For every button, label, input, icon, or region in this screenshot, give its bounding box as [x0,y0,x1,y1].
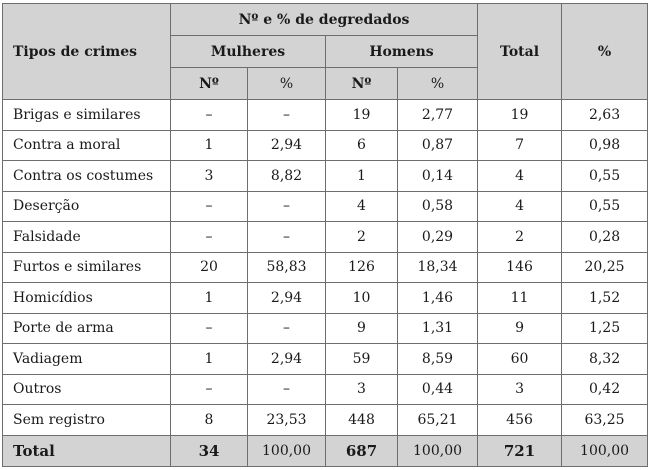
cell-total: 4 [478,191,562,222]
cell-total: 11 [478,283,562,314]
cell-tipo: Contra a moral [3,130,171,161]
totals-row [3,435,648,466]
cell-homens-n: 448 [326,405,398,436]
cell-tipo: Outros [3,374,171,405]
table-row [3,161,648,192]
cell-total: 9 [478,313,562,344]
cell-mulheres-n: – [171,191,248,222]
cell-mulheres-pct: – [248,222,326,253]
header-mulheres-pct: % [248,68,326,100]
cell-homens-n: 19 [326,100,398,131]
cell-percent: 0,42 [562,374,648,405]
cell-homens-pct: 1,31 [398,313,478,344]
table-row [3,344,648,375]
cell-mulheres-n: – [171,374,248,405]
cell-homens-pct: 2,77 [398,100,478,131]
cell-tipo: Homicídios [3,283,171,314]
cell-mulheres-pct: 23,53 [248,405,326,436]
cell-total: 3 [478,374,562,405]
cell-mulheres-pct: 8,82 [248,161,326,192]
cell-tipo: Deserção [3,191,171,222]
cell-homens-pct: 0,44 [398,374,478,405]
cell-mulheres-pct: – [248,374,326,405]
cell-homens-pct: 8,59 [398,344,478,375]
cell-homens-pct: 0,29 [398,222,478,253]
cell-total: 60 [478,344,562,375]
cell-homens-n: 2 [326,222,398,253]
cell-total: 4 [478,161,562,192]
table-row [3,283,648,314]
cell-homens-pct: 0,58 [398,191,478,222]
table-row [3,222,648,253]
header-mulheres-n: Nº [171,68,248,100]
cell-mulheres-pct: – [248,313,326,344]
header-percent: % [562,4,648,100]
cell-mulheres-n: 1 [171,344,248,375]
cell-percent: 0,55 [562,161,648,192]
cell-homens-n: 126 [326,252,398,283]
table-row [3,405,648,436]
cell-homens-n: 4 [326,191,398,222]
cell-mulheres-n: 3 [171,161,248,192]
cell-mulheres-n: 1 [171,283,248,314]
cell-homens-n: 3 [326,374,398,405]
cell-mulheres-pct: 58,83 [248,252,326,283]
cell-tipo: Sem registro [3,405,171,436]
totals-total: 721 [478,435,562,466]
header-total: Total [478,4,562,100]
cell-mulheres-pct: 2,94 [248,130,326,161]
cell-mulheres-pct: – [248,100,326,131]
totals-percent: 100,00 [562,435,648,466]
cell-mulheres-n: – [171,222,248,253]
cell-mulheres-n: 8 [171,405,248,436]
header-mulheres: Mulheres [171,36,326,68]
table-row [3,191,648,222]
cell-percent: 2,63 [562,100,648,131]
cell-tipo: Vadiagem [3,344,171,375]
cell-percent: 0,28 [562,222,648,253]
table-row [3,313,648,344]
cell-total: 19 [478,100,562,131]
table-row [3,252,648,283]
cell-percent: 1,52 [562,283,648,314]
cell-homens-pct: 0,87 [398,130,478,161]
header-homens-pct: % [398,68,478,100]
totals-homens-n: 687 [326,435,398,466]
totals-mulheres-n: 34 [171,435,248,466]
cell-percent: 63,25 [562,405,648,436]
totals-homens-pct: 100,00 [398,435,478,466]
table-row [3,374,648,405]
cell-percent: 1,25 [562,313,648,344]
totals-label: Total [3,435,171,466]
cell-tipo: Brigas e similares [3,100,171,131]
cell-homens-n: 59 [326,344,398,375]
table-body [3,100,648,436]
cell-percent: 20,25 [562,252,648,283]
cell-homens-pct: 1,46 [398,283,478,314]
degredados-table [2,3,648,467]
cell-total: 2 [478,222,562,253]
cell-tipo: Furtos e similares [3,252,171,283]
cell-homens-pct: 0,14 [398,161,478,192]
cell-mulheres-n: – [171,100,248,131]
cell-homens-pct: 18,34 [398,252,478,283]
cell-mulheres-pct: 2,94 [248,344,326,375]
cell-homens-pct: 65,21 [398,405,478,436]
cell-percent: 0,98 [562,130,648,161]
cell-total: 146 [478,252,562,283]
cell-mulheres-pct: – [248,191,326,222]
cell-total: 7 [478,130,562,161]
cell-homens-n: 1 [326,161,398,192]
header-homens: Homens [326,36,478,68]
cell-mulheres-n: – [171,313,248,344]
header-tipos-de-crimes: Tipos de crimes [3,4,171,100]
cell-mulheres-n: 1 [171,130,248,161]
totals-mulheres-pct: 100,00 [248,435,326,466]
cell-homens-n: 9 [326,313,398,344]
cell-tipo: Falsidade [3,222,171,253]
cell-homens-n: 10 [326,283,398,314]
cell-mulheres-n: 20 [171,252,248,283]
cell-total: 456 [478,405,562,436]
table-row [3,100,648,131]
cell-tipo: Contra os costumes [3,161,171,192]
table-row [3,130,648,161]
cell-percent: 8,32 [562,344,648,375]
header-homens-n: Nº [326,68,398,100]
cell-tipo: Porte de arma [3,313,171,344]
cell-mulheres-pct: 2,94 [248,283,326,314]
cell-homens-n: 6 [326,130,398,161]
cell-percent: 0,55 [562,191,648,222]
header-group-title: Nº e % de degredados [171,4,478,36]
